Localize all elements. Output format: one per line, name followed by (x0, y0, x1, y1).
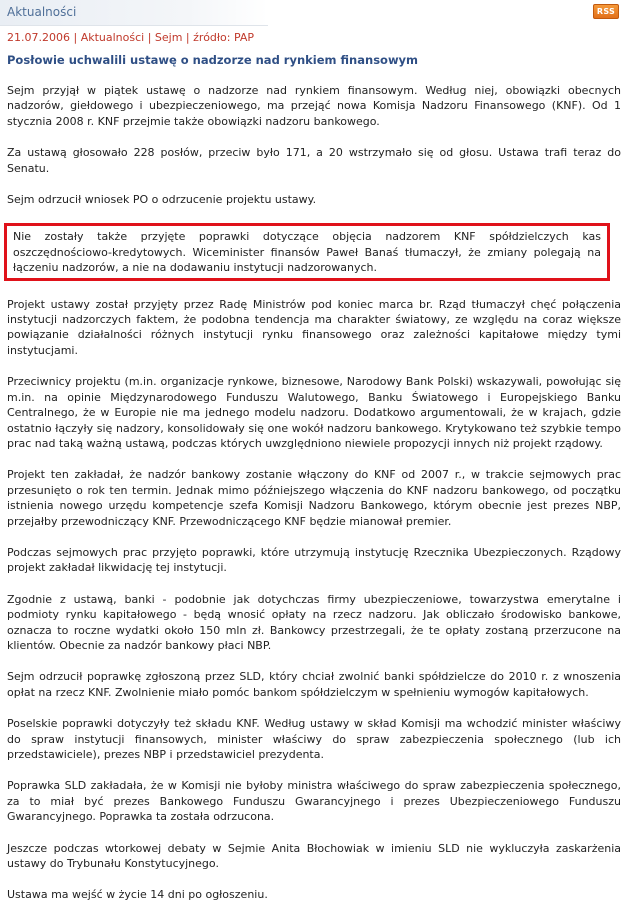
meta-separator: | (144, 31, 155, 44)
meta-separator: | (69, 31, 81, 44)
article-paragraph: Sejm odrzucił poprawkę zgłoszoną przez SLD, który chciał zwolnić banki spółdzielcze do 2010 r. z wnoszenia opłat na rzecz KNF. Zwolnienie miało pomóc bankom spółdzielczym w spełnieniu wymogów kapitałowych. (7, 670, 621, 699)
article-paragraph: Poprawka SLD zakładała, że w Komisji nie byłoby ministra właściwego do spraw zabezpieczenia społecznego, za to miał być prezes Bankowego Funduszu Gwarancyjnego i prezes Ubezpieczeniowego Funduszu Gwarancyjnego. Poprawka ta została odrzucona. (7, 779, 621, 824)
section-header-tab (0, 0, 268, 26)
article-paragraph: Poselskie poprawki dotyczyły też składu KNF. Według ustawy w skład Komisji ma wchodzić minister właściwy do spraw instytucji finansowych, minister właściwy do spraw zabezpieczenia społecznego (lub ich przedstawiciele), prezes NBP i przedstawiciel prezydenta. (7, 717, 621, 761)
article-paragraph: Sejm przyjął w piątek ustawę o nadzorze nad rynkiem finansowym. Według niej, obowiązki obecnych nadzorów, giełdowego i ubezpieczeniowego, ma przejąć nowa Komisja Nadzoru Finansowego (KNF). Od 1 stycznia 2008 r. KNF przejmie także obowiązki nadzoru bankowego. (7, 84, 621, 128)
article-headline: Posłowie uchwalili ustawę o nadzorze nad rynkiem finansowym (7, 53, 419, 67)
meta-separator: | (182, 31, 194, 44)
category-link-sejm[interactable]: Sejm (154, 31, 183, 44)
article-date: 21.07.2006 (7, 31, 70, 44)
article-paragraph: Przeciwnicy projektu (m.in. organizacje rynkowe, biznesowe, Narodowy Bank Polski) wskazywali, powołując się m.in. na opinie Międzynarodowego Funduszu Walutowego, Banku Światowego i Europejskiego Banku Centralnego, że w Europie nie ma jednego modelu nadzoru. Dodatkowo argumentowali, że w krajach, gdzie ostatnio łączyły się nadzory, konsolidowały się one wokół nadzoru bankowego. Krytykowano też szybkie tempo prac nad taką ważną ustawą, podczas których uwzględniono niewiele propozycji innych niż projekt rządowy. (7, 375, 621, 450)
article-source: źródło: PAP (193, 31, 255, 44)
rss-feed-button[interactable]: RSS (593, 4, 619, 19)
highlighted-paragraph: Nie zostały także przyjęte poprawki dotyczące objęcia nadzorem KNF spółdzielczych kas oszczędnościowo-kredytowych. Wiceminister finansów Paweł Banaś tłumaczył, że zmiany polegają na łączeniu nadzorów, a nie na dodawaniu instytucji nadzorowanych. (4, 223, 610, 280)
article-paragraph: Zgodnie z ustawą, banki - podobnie jak dotychczas firmy ubezpieczeniowe, towarzystwa emerytalne i podmioty rynku kapitałowego - będą wnosić opłaty na rzecz nadzoru. Jak obliczało środowisko bankowe, oznacza to roczne wydatki około 150 mln zł. Bankowcy przestrzegali, że te opłaty zostaną przerzucone na klientów. Obecnie za nadzór bankowy płaci NBP. (7, 592, 621, 652)
article-body (7, 83, 621, 919)
article-paragraph: Jeszcze podczas wtorkowej debaty w Sejmie Anita Błochowiak w imieniu SLD nie wykluczyła zaskarżenia ustawy do Trybunału Konstytucyjnego. (7, 841, 621, 871)
article-paragraph: Projekt ten zakładał, że nadzór bankowy zostanie włączony do KNF od 2007 r., w trakcie sejmowych prac przesunięto o rok ten termin. Jednak mimo późniejszego włączenia do KNF nadzoru bankowego, od początku istnienia nowego urzędu kompetencje szefa Komisji Nadzoru Bankowego, którym obecnie jest prezes NBP, przejałby przewodniczący KNF. Przewodniczącego KNF będzie mianował premier. (7, 468, 621, 528)
article-paragraph: Ustawa ma wejść w życie 14 dni po ogłoszeniu. (7, 888, 268, 902)
article-meta (7, 31, 254, 44)
article-paragraph: Sejm odrzucił wniosek PO o odrzucenie projektu ustawy. (7, 193, 317, 207)
section-title[interactable]: Aktualności (7, 5, 77, 19)
article-paragraph: Podczas sejmowych prac przyjęto poprawki, które utrzymują instytucję Rzecznika Ubezpieczonych. Rządowy projekt zakładał likwidację tej instytucji. (7, 545, 621, 575)
article-paragraph: Za ustawą głosowało 228 posłów, przeciw było 171, a 20 wstrzymało się od głosu. Ustawa trafi teraz do Senatu. (7, 146, 621, 175)
article-paragraph: Projekt ustawy został przyjęty przez Radę Ministrów pod koniec marca br. Rząd tłumaczył chęć połączenia instytucji nadzorczych faktem, że podobna tendencja ma charakter światowy, ze względu na coraz większe powiązanie działalności różnych instytucji rynku finansowego oraz zależności kapitałowe między tymi instytucjami. (7, 297, 621, 357)
category-link-aktualnosci[interactable]: Aktualności (80, 31, 145, 44)
